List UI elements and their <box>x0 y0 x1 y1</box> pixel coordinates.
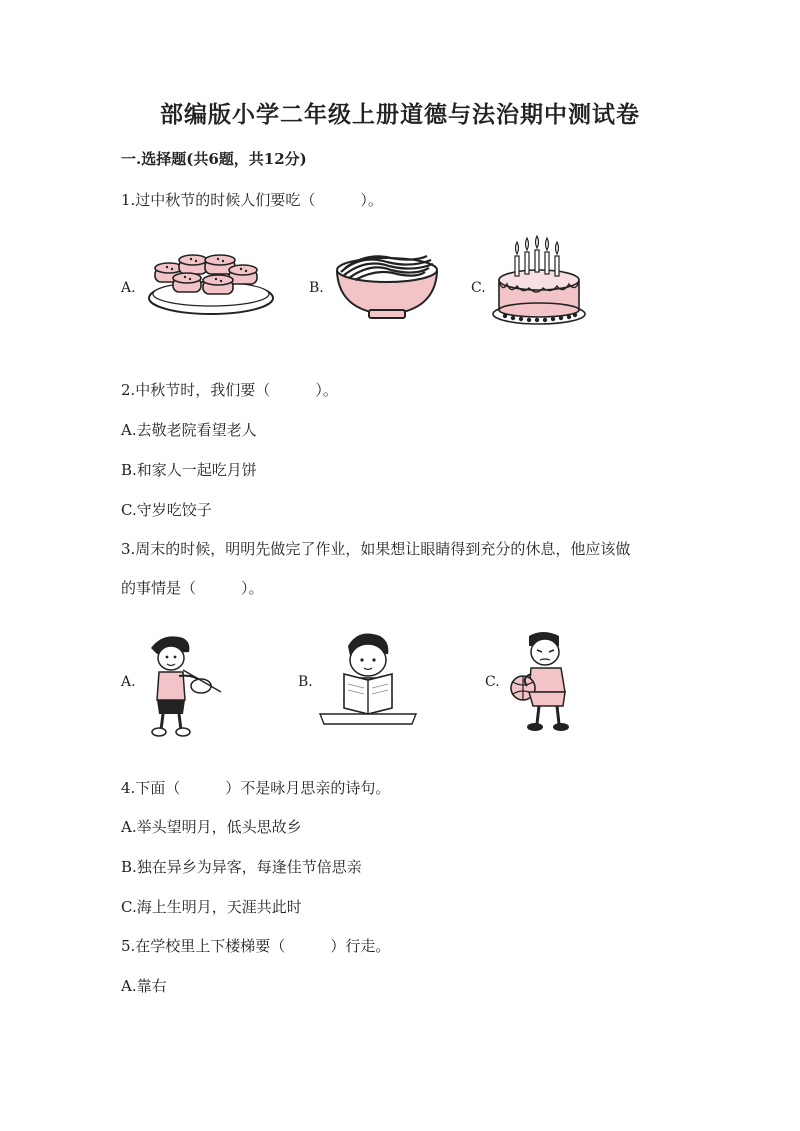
option-letter: B. <box>298 674 313 690</box>
question-3-option-c[interactable] <box>485 630 655 740</box>
question-3-option-a[interactable] <box>121 630 291 740</box>
question-2-stem: 2.中秋节时，我们要（ ）。 <box>121 381 338 399</box>
option-letter: C. <box>471 280 486 296</box>
question-1-option-c[interactable] <box>471 240 631 340</box>
boy-playing-violin-icon <box>143 630 225 738</box>
question-4-stem: 4.下面（ ）不是咏月思亲的诗句。 <box>121 779 391 797</box>
question-2-option-a[interactable]: A.去敬老院看望老人 <box>121 421 257 439</box>
question-3-stem-line-2: 的事情是（ ）。 <box>121 579 264 597</box>
option-letter: A. <box>121 280 136 296</box>
question-5-stem: 5.在学校里上下楼梯要（ ）行走。 <box>121 937 391 955</box>
question-4-option-b[interactable]: B.独在异乡为异客，每逢佳节倍思亲 <box>121 858 362 876</box>
question-1-option-a[interactable] <box>121 240 291 340</box>
birthday-cake-icon <box>489 234 589 330</box>
question-1-option-b[interactable] <box>309 240 469 340</box>
noodle-bowl-icon <box>331 246 443 326</box>
option-letter: C. <box>485 674 500 690</box>
question-3-stem-line-1: 3.周末的时候，明明先做完了作业，如果想让眼睛得到充分的休息，他应该做 <box>121 540 631 558</box>
option-letter: B. <box>309 280 324 296</box>
option-letter: A. <box>121 674 136 690</box>
page-title: 部编版小学二年级上册道德与法治期中测试卷 <box>160 101 640 128</box>
section-heading: 一.选择题(共6题，共12分) <box>121 150 307 168</box>
question-3-option-b[interactable] <box>298 630 468 740</box>
boy-reading-book-icon <box>318 630 418 728</box>
question-5-option-a[interactable]: A.靠右 <box>121 977 167 995</box>
question-3-picture-options <box>121 630 681 740</box>
question-1-picture-options <box>121 240 681 340</box>
question-4-option-a[interactable]: A.举头望明月，低头思故乡 <box>121 818 302 836</box>
mooncakes-plate-icon <box>145 250 277 322</box>
question-4-option-c[interactable]: C.海上生明月，天涯共此时 <box>121 898 302 916</box>
question-2-option-b[interactable]: B.和家人一起吃月饼 <box>121 461 257 479</box>
question-2-option-c[interactable]: C.守岁吃饺子 <box>121 501 212 519</box>
boy-playing-basketball-icon <box>507 630 579 734</box>
question-1-stem: 1.过中秋节的时候人们要吃（ ）。 <box>121 191 383 209</box>
